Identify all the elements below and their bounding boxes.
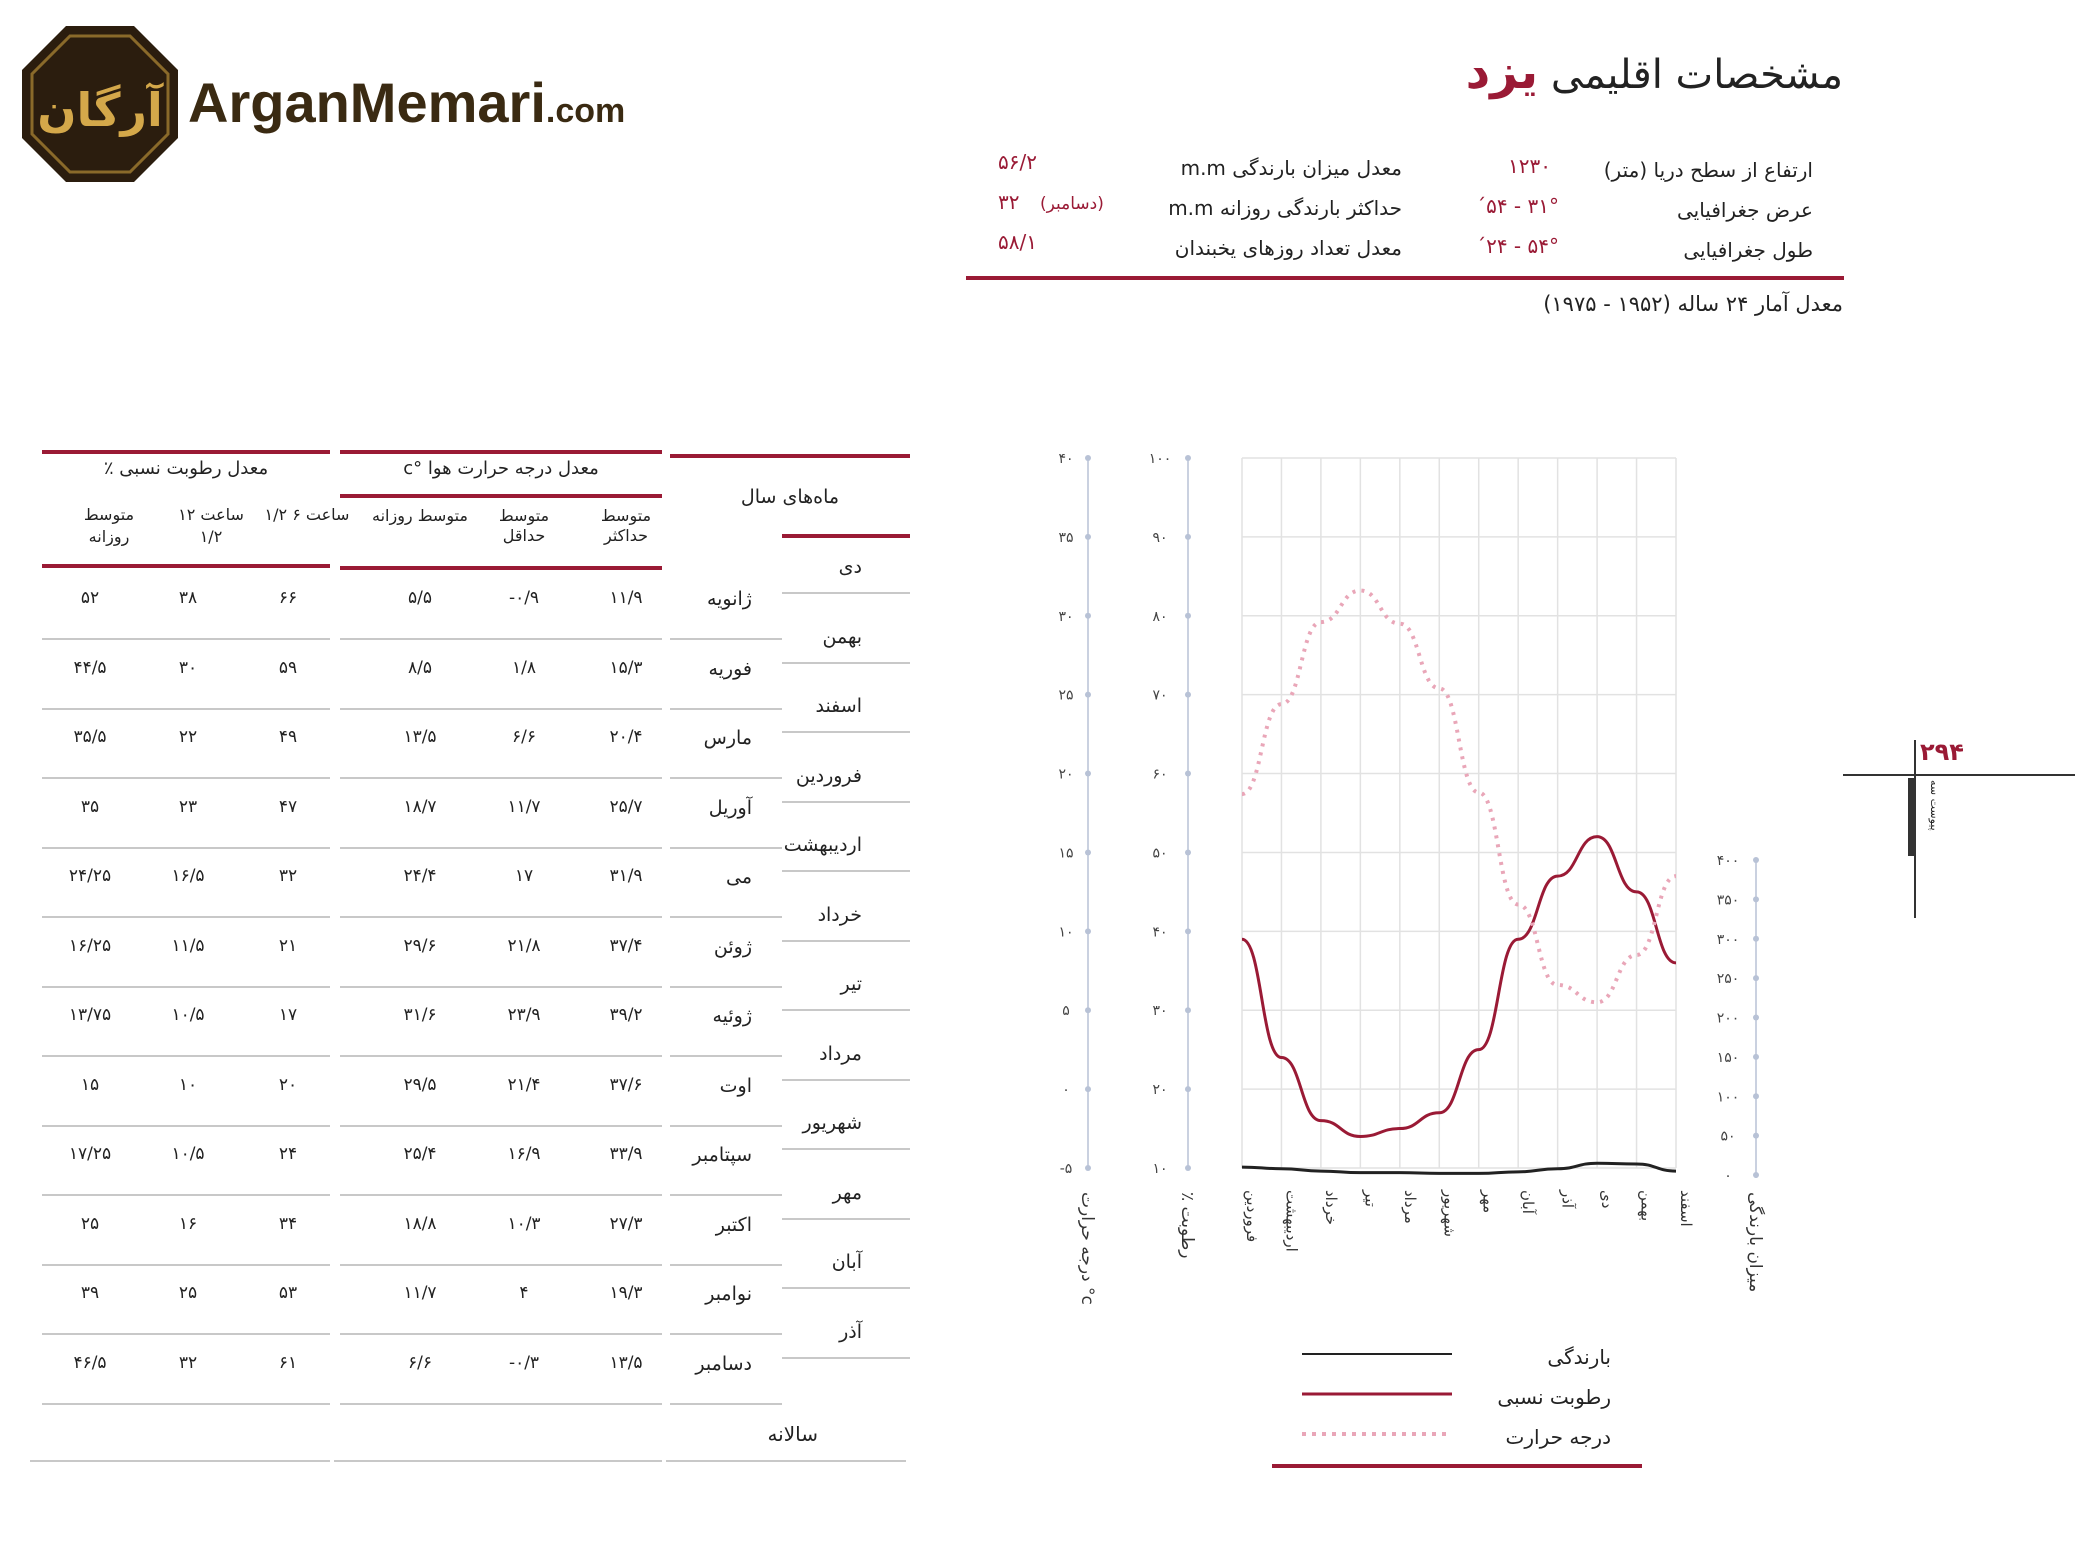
info-value-rain-max: ۳۲ bbox=[998, 190, 1020, 214]
table-row-rule bbox=[340, 1194, 662, 1196]
x-tick-label: آذر bbox=[1558, 1190, 1577, 1209]
humidity-tick-dot bbox=[1185, 771, 1191, 777]
table-cell-tmax: ۲۷/۳ bbox=[609, 1213, 643, 1234]
persian-month-rule bbox=[782, 1148, 910, 1150]
temp-tick-dot bbox=[1085, 613, 1091, 619]
table-row-rule bbox=[42, 847, 330, 849]
temp-col-header: متوسط حداقل bbox=[498, 506, 550, 545]
page-mark-bar bbox=[1908, 778, 1915, 856]
temp-tick-label: ۳۰ bbox=[1058, 608, 1074, 625]
table-cell-tmax: ۱۵/۳ bbox=[609, 657, 643, 678]
table-cell-havg: ۳۹ bbox=[80, 1283, 100, 1303]
table-row-rule bbox=[340, 1125, 662, 1127]
persian-month-label: مهر bbox=[832, 1181, 862, 1204]
table-row-rule bbox=[340, 1264, 662, 1266]
x-tick-label: تیر bbox=[1361, 1190, 1380, 1207]
table-cell-h12: ۱۰ bbox=[178, 1074, 198, 1095]
humidity-tick-dot bbox=[1185, 455, 1191, 461]
table-cell-havg: ۲۴/۲۵ bbox=[68, 866, 112, 886]
table-row-month: سپتامبر bbox=[692, 1144, 752, 1166]
info-divider bbox=[966, 276, 1844, 280]
rain-tick-label: ۲۵۰ bbox=[1716, 971, 1740, 988]
months-sub-rule bbox=[782, 534, 910, 538]
table-row-rule bbox=[670, 1333, 782, 1335]
table-cell-tmax: ۲۰/۴ bbox=[609, 727, 643, 747]
temp-tick-dot bbox=[1085, 1086, 1091, 1092]
humidity-header-rule bbox=[42, 450, 330, 454]
table-cell-tmax: ۳۷/۴ bbox=[609, 935, 643, 956]
table-cell-tavg: ۱۱/۷ bbox=[403, 1283, 437, 1303]
humidity-tick-label: ۲۰ bbox=[1152, 1082, 1168, 1099]
persian-month-rule bbox=[782, 662, 910, 664]
info-label-longitude: طول جغرافیایی bbox=[1683, 238, 1813, 262]
table-cell-tmin: ۱۰/۳ bbox=[507, 1213, 541, 1234]
table-cell-h6: ۳۲ bbox=[278, 866, 298, 886]
legend-label-temp: درجه حرارت bbox=[1505, 1425, 1611, 1449]
rain-tick-label: ۰ bbox=[1724, 1168, 1732, 1184]
table-cell-tmin: ۲۳/۹ bbox=[507, 1005, 541, 1025]
info-value-frost-days: ۵۸/۱ bbox=[998, 230, 1037, 254]
persian-month-rule bbox=[782, 1287, 910, 1289]
humidity-tick-label: ۷۰ bbox=[1152, 687, 1168, 704]
table-cell-h12: ۳۸ bbox=[178, 588, 198, 608]
persian-month-rule bbox=[782, 870, 910, 872]
rain-tick-dot bbox=[1753, 1015, 1759, 1021]
x-tick-label: بهمن bbox=[1637, 1190, 1656, 1222]
table-cell-h6: ۶۶ bbox=[278, 588, 298, 608]
climate-chart bbox=[1040, 430, 1800, 1305]
humidity-tick-label: ۸۰ bbox=[1152, 608, 1168, 625]
table-cell-h6: ۲۴ bbox=[278, 1144, 298, 1164]
temp-axis-title: درجه حرارت °c bbox=[1077, 1192, 1097, 1305]
table-row-rule bbox=[670, 916, 782, 918]
table-row-month: ژوئیه bbox=[712, 1005, 752, 1027]
table-cell-tavg: ۵/۵ bbox=[408, 588, 432, 608]
x-tick-label: دی bbox=[1598, 1190, 1617, 1209]
table-row-month: ژانویه bbox=[706, 588, 752, 610]
persian-month-label: فروردین bbox=[795, 764, 862, 787]
table-cell-tmax: ۱۱/۹ bbox=[609, 588, 643, 608]
persian-month-rule bbox=[782, 1009, 910, 1011]
rain-tick-label: ۵۰ bbox=[1720, 1128, 1736, 1145]
temp-tick-label: ۳۵ bbox=[1058, 529, 1074, 546]
table-cell-h12: ۱۱/۵ bbox=[171, 935, 205, 956]
table-row-rule bbox=[340, 986, 662, 988]
temp-tick-dot bbox=[1085, 455, 1091, 461]
table-row-rule bbox=[42, 1194, 330, 1196]
temp-tick-label: -۵ bbox=[1059, 1161, 1073, 1177]
table-cell-tavg: ۲۴/۴ bbox=[403, 866, 437, 886]
series-line-temperature bbox=[1242, 591, 1676, 1003]
humidity-tick-label: ۱۰۰ bbox=[1148, 451, 1172, 467]
temp-header: معدل درجه حرارت هوا °c bbox=[403, 458, 599, 479]
table-cell-tmin: ۲۱/۸ bbox=[507, 935, 541, 956]
persian-month-rule bbox=[782, 940, 910, 942]
x-tick-label: شهریور bbox=[1440, 1190, 1459, 1237]
table-row-rule bbox=[670, 1194, 782, 1196]
persian-month-label: بهمن bbox=[822, 625, 862, 648]
persian-month-label: آبان bbox=[831, 1251, 862, 1273]
table-cell-tavg: ۱۸/۷ bbox=[403, 796, 437, 817]
table-row-rule bbox=[42, 638, 330, 640]
persian-month-label: اسفند bbox=[815, 695, 862, 717]
table-cell-tavg: ۱۸/۸ bbox=[403, 1213, 437, 1234]
table-cell-tmax: ۱۳/۵ bbox=[609, 1352, 643, 1373]
humidity-tick-dot bbox=[1185, 928, 1191, 934]
table-cell-h12: ۳۰ bbox=[178, 657, 198, 678]
rain-axis-title: میزان بارندگی bbox=[1745, 1192, 1765, 1293]
x-tick-label: مرداد bbox=[1400, 1190, 1419, 1224]
table-row-month: اکتبر bbox=[715, 1213, 752, 1236]
table-cell-havg: ۱۵ bbox=[80, 1074, 100, 1095]
temp-tick-label: ۴۰ bbox=[1058, 451, 1074, 467]
page-title bbox=[1466, 44, 1843, 100]
humidity-tick-dot bbox=[1185, 1165, 1191, 1171]
annual-rule bbox=[666, 1460, 906, 1462]
table-row-rule bbox=[670, 638, 782, 640]
humidity-tick-dot bbox=[1185, 692, 1191, 698]
table-row-rule bbox=[42, 916, 330, 918]
x-tick-label: آبان bbox=[1519, 1190, 1538, 1214]
table-row-month: نوامبر bbox=[705, 1283, 752, 1305]
legend-swatches bbox=[1300, 1340, 1460, 1450]
humidity-tick-label: ۵۰ bbox=[1152, 845, 1168, 862]
table-row-month: فوریه bbox=[708, 657, 752, 680]
persian-month-rule bbox=[782, 592, 910, 594]
rain-tick-label: ۴۰۰ bbox=[1716, 853, 1740, 869]
persian-month-rule bbox=[782, 731, 910, 733]
persian-month-label: مرداد bbox=[819, 1042, 862, 1065]
persian-month-label: اردیبهشت bbox=[783, 834, 862, 856]
persian-month-rule bbox=[782, 1079, 910, 1081]
table-row-rule bbox=[42, 708, 330, 710]
humidity-col-header: متوسط روزانه bbox=[83, 505, 135, 546]
table-cell-tmax: ۳۹/۲ bbox=[609, 1005, 643, 1025]
table-cell-tmin: ۱۶/۹ bbox=[507, 1144, 541, 1164]
rain-tick-dot bbox=[1753, 1093, 1759, 1099]
table-cell-havg: ۴۶/۵ bbox=[73, 1352, 107, 1373]
table-cell-havg: ۱۷/۲۵ bbox=[68, 1144, 112, 1164]
x-tick-label: فروردین bbox=[1243, 1190, 1261, 1243]
humidity-cols-rule bbox=[42, 564, 330, 568]
rain-tick-label: ۲۰۰ bbox=[1716, 1010, 1740, 1027]
table-row-rule bbox=[42, 1125, 330, 1127]
logo-tld-text: .com bbox=[545, 92, 626, 130]
table-cell-tavg: ۸/۵ bbox=[408, 657, 432, 678]
table-cell-h12: ۳۲ bbox=[178, 1352, 198, 1373]
table-cell-tmin: -۰/۳ bbox=[508, 1352, 540, 1373]
table-row-month: مارس bbox=[703, 727, 752, 749]
table-cell-tmin: ۶/۶ bbox=[512, 727, 536, 747]
table-row-rule bbox=[42, 1264, 330, 1266]
table-row-rule bbox=[340, 1333, 662, 1335]
page-mark-hline bbox=[1843, 774, 2075, 776]
table-row-rule bbox=[42, 986, 330, 988]
rain-tick-label: ۳۰۰ bbox=[1716, 931, 1740, 948]
rain-tick-dot bbox=[1753, 936, 1759, 942]
table-cell-h6: ۵۹ bbox=[278, 657, 298, 678]
table-row-rule bbox=[340, 916, 662, 918]
table-cell-havg: ۵۲ bbox=[80, 588, 100, 608]
info-value-altitude: ۱۲۳۰ bbox=[1508, 154, 1551, 178]
humidity-tick-label: ۶۰ bbox=[1152, 766, 1168, 783]
temp-col-header: متوسط روزانه bbox=[372, 506, 468, 525]
temp-tick-label: ۲۵ bbox=[1058, 687, 1074, 704]
humidity-tick-dot bbox=[1185, 613, 1191, 619]
x-tick-label: اردیبهشت bbox=[1282, 1190, 1301, 1252]
table-row-month: دسامبر bbox=[695, 1352, 752, 1375]
table-cell-tmax: ۲۵/۷ bbox=[609, 796, 643, 817]
temp-tick-dot bbox=[1085, 1165, 1091, 1171]
page-section: پیوست سه bbox=[1928, 780, 1941, 831]
table-cell-h6: ۱۷ bbox=[278, 1005, 298, 1025]
info-label-rain-max: حداکثر بارندگی روزانه m.m bbox=[1168, 196, 1402, 220]
table-cell-tavg: ۳۱/۶ bbox=[403, 1005, 437, 1025]
page-title-prefix: مشخصات اقلیمی bbox=[1550, 52, 1843, 98]
rain-tick-label: ۱۰۰ bbox=[1716, 1089, 1740, 1106]
persian-month-rule bbox=[782, 801, 910, 803]
persian-month-rule bbox=[782, 1218, 910, 1220]
rain-tick-dot bbox=[1753, 1172, 1759, 1178]
table-cell-havg: ۱۶/۲۵ bbox=[68, 935, 112, 956]
annual-rule bbox=[334, 1460, 662, 1462]
table-cell-h6: ۵۳ bbox=[278, 1283, 298, 1303]
table-row-month: آوریل bbox=[708, 796, 752, 819]
table-cell-h12: ۱۰/۵ bbox=[171, 1005, 205, 1025]
annual-rule bbox=[30, 1460, 330, 1462]
legend-label-rain: بارندگی bbox=[1547, 1345, 1611, 1369]
persian-month-label: شهریور bbox=[802, 1112, 862, 1134]
table-row-rule bbox=[340, 638, 662, 640]
rain-tick-dot bbox=[1753, 896, 1759, 902]
humidity-col-header: ساعت ۱۲ ۱/۲ bbox=[178, 505, 244, 546]
table-cell-h6: ۳۴ bbox=[278, 1213, 298, 1234]
table-cell-tavg: ۱۳/۵ bbox=[403, 727, 437, 747]
temp-cols-rule bbox=[340, 566, 662, 570]
table-cell-h12: ۱۶ bbox=[178, 1213, 198, 1234]
table-cell-h6: ۲۱ bbox=[278, 935, 298, 956]
temp-tick-dot bbox=[1085, 849, 1091, 855]
table-row-rule bbox=[42, 1055, 330, 1057]
table-cell-tavg: ۲۵/۴ bbox=[403, 1144, 437, 1164]
humidity-tick-dot bbox=[1185, 1007, 1191, 1013]
table-cell-tavg: ۲۹/۶ bbox=[403, 935, 437, 956]
page-number: ۲۹۴ bbox=[1920, 738, 1964, 766]
table-row-month: اوت bbox=[719, 1074, 752, 1097]
table-row-rule bbox=[42, 1403, 330, 1405]
table-cell-h12: ۲۵ bbox=[178, 1283, 198, 1303]
info-label-frost-days: معدل تعداد روزهای یخبندان bbox=[1174, 236, 1402, 260]
table-cell-tmin: ۱/۸ bbox=[512, 657, 536, 678]
x-tick-label: خرداد bbox=[1321, 1190, 1340, 1226]
humidity-tick-label: ۴۰ bbox=[1152, 924, 1168, 941]
table-cell-h6: ۴۷ bbox=[278, 796, 298, 817]
rain-tick-dot bbox=[1753, 1133, 1759, 1139]
table-row-rule bbox=[670, 1055, 782, 1057]
table-cell-h12: ۲۳ bbox=[178, 796, 198, 817]
table-row-month: می bbox=[725, 866, 752, 888]
table-cell-tmax: ۳۳/۹ bbox=[609, 1144, 643, 1164]
table-cell-h12: ۱۰/۵ bbox=[171, 1144, 205, 1164]
info-value-latitude: ۳۱° - ۵۴´ bbox=[1476, 194, 1559, 218]
rain-tick-dot bbox=[1753, 857, 1759, 863]
temp-tick-label: ۰ bbox=[1062, 1082, 1070, 1099]
temp-col-header: متوسط حداکثر bbox=[600, 506, 652, 545]
temp-tick-dot bbox=[1085, 1007, 1091, 1013]
temp-header-rule bbox=[340, 450, 662, 454]
table-cell-tmax: ۳۷/۶ bbox=[609, 1074, 643, 1095]
temp-tick-label: ۱۵ bbox=[1058, 845, 1074, 862]
table-cell-havg: ۳۵/۵ bbox=[73, 727, 107, 747]
table-cell-tmax: ۳۱/۹ bbox=[609, 866, 643, 886]
table-cell-havg: ۱۳/۷۵ bbox=[68, 1005, 112, 1025]
logo bbox=[18, 22, 698, 182]
table-cell-tmax: ۱۹/۳ bbox=[609, 1283, 643, 1303]
legend-divider bbox=[1272, 1464, 1642, 1468]
info-value-longitude: ۵۴° - ۲۴´ bbox=[1476, 234, 1559, 258]
humidity-tick-label: ۳۰ bbox=[1152, 1003, 1168, 1020]
info-note-rain-max: (دسامبر) bbox=[1040, 194, 1104, 214]
humidity-col-header: ساعت ۶ ۱/۲ bbox=[264, 505, 350, 524]
table-cell-h6: ۶۱ bbox=[278, 1352, 298, 1373]
x-tick-label: اسفند bbox=[1677, 1190, 1695, 1227]
rain-tick-dot bbox=[1753, 1054, 1759, 1060]
months-header-rule bbox=[670, 454, 910, 458]
humidity-tick-dot bbox=[1185, 534, 1191, 540]
annual-label: سالانه bbox=[767, 1422, 818, 1446]
humidity-tick-label: ۹۰ bbox=[1152, 529, 1168, 546]
persian-month-label: خرداد bbox=[817, 903, 862, 926]
persian-month-label: دی bbox=[838, 556, 862, 578]
table-cell-tmin: ۱۷ bbox=[514, 866, 534, 886]
info-value-rain-avg: ۵۶/۲ bbox=[998, 150, 1037, 174]
table-cell-h6: ۲۰ bbox=[278, 1074, 298, 1095]
months-header: ماه‌های سال bbox=[740, 486, 840, 508]
table-cell-tavg: ۶/۶ bbox=[408, 1352, 432, 1373]
table-row-rule bbox=[340, 708, 662, 710]
table-cell-h6: ۴۹ bbox=[278, 727, 298, 747]
temp-tick-label: ۲۰ bbox=[1058, 766, 1074, 783]
info-period: معدل آمار ۲۴ ساله (۱۹۵۲ - ۱۹۷۵) bbox=[1543, 292, 1843, 316]
temp-tick-dot bbox=[1085, 771, 1091, 777]
table-row-rule bbox=[340, 1055, 662, 1057]
table-cell-havg: ۲۵ bbox=[80, 1213, 100, 1234]
temp-tick-dot bbox=[1085, 692, 1091, 698]
table-row-rule bbox=[670, 1403, 782, 1405]
table-cell-havg: ۳۵ bbox=[80, 796, 100, 817]
info-label-altitude: ارتفاع از سطح دریا (متر) bbox=[1603, 158, 1813, 182]
humidity-axis-title: ٪ رطوبت bbox=[1177, 1192, 1197, 1259]
table-row-rule bbox=[670, 708, 782, 710]
rain-tick-label: ۱۵۰ bbox=[1716, 1049, 1740, 1066]
table-row-rule bbox=[340, 777, 662, 779]
table-cell-tmin: ۲۱/۴ bbox=[507, 1074, 541, 1095]
table-row-rule bbox=[670, 1264, 782, 1266]
legend-label-humidity: رطوبت نسبی bbox=[1497, 1385, 1611, 1409]
temp-tick-label: ۵ bbox=[1062, 1003, 1070, 1020]
table-cell-tmin: ۴ bbox=[519, 1283, 529, 1303]
table-row-month: ژوئن bbox=[713, 935, 752, 958]
logo-site-text: ArganMemari bbox=[188, 71, 546, 134]
temp-tick-label: ۱۰ bbox=[1058, 924, 1074, 941]
info-label-rain-avg: معدل میزان بارندگی m.m bbox=[1180, 156, 1402, 180]
humidity-tick-dot bbox=[1185, 1086, 1191, 1092]
logo-mark-text: آرگان bbox=[37, 83, 163, 137]
table-cell-tmin: ۱۱/۷ bbox=[507, 796, 541, 817]
rain-tick-dot bbox=[1753, 975, 1759, 981]
series-line-humidity bbox=[1242, 837, 1676, 1137]
table-row-rule bbox=[670, 1125, 782, 1127]
table-cell-tmin: -۰/۹ bbox=[508, 588, 540, 608]
humidity-tick-label: ۱۰ bbox=[1152, 1161, 1168, 1177]
rain-tick-label: ۳۵۰ bbox=[1716, 892, 1740, 909]
table-cell-h12: ۱۶/۵ bbox=[171, 866, 205, 886]
persian-month-label: آذر bbox=[839, 1320, 862, 1343]
x-tick-label: مهر bbox=[1479, 1190, 1498, 1214]
info-label-latitude: عرض جغرافیایی bbox=[1676, 198, 1813, 222]
table-row-rule bbox=[340, 847, 662, 849]
logo-mark-icon bbox=[18, 22, 182, 186]
table-row-rule bbox=[670, 777, 782, 779]
table-row-rule bbox=[670, 986, 782, 988]
page-title-city: یزد bbox=[1465, 44, 1539, 100]
table-row-rule bbox=[42, 1333, 330, 1335]
persian-month-rule bbox=[782, 1357, 910, 1359]
table-cell-h12: ۲۲ bbox=[178, 727, 198, 747]
temp-tick-dot bbox=[1085, 928, 1091, 934]
table-cell-tavg: ۲۹/۵ bbox=[403, 1074, 437, 1095]
table-row-rule bbox=[340, 1403, 662, 1405]
temp-tick-dot bbox=[1085, 534, 1091, 540]
temp-sub-rule bbox=[340, 494, 662, 498]
humidity-header: معدل رطوبت نسبی ٪ bbox=[103, 458, 269, 479]
humidity-tick-dot bbox=[1185, 849, 1191, 855]
persian-month-label: تیر bbox=[840, 973, 862, 995]
table-row-rule bbox=[670, 847, 782, 849]
table-row-rule bbox=[42, 777, 330, 779]
table-cell-havg: ۴۴/۵ bbox=[73, 657, 107, 678]
